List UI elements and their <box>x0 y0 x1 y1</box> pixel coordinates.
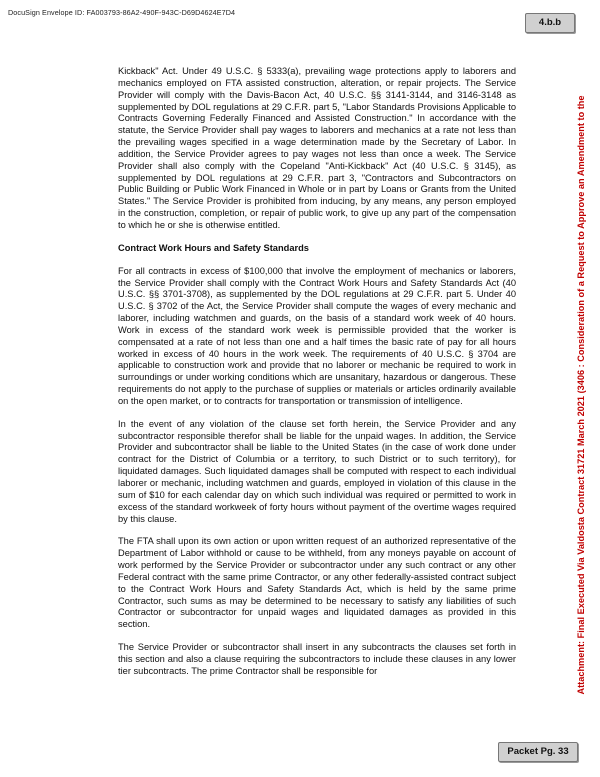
attachment-label: Attachment: Final Executed Via Valdosta Contract 31721 March 2021 (3406 : Consideration of a Request to Approve an Amendment to the <box>576 95 586 695</box>
packet-page-label: Packet Pg. 33 <box>498 742 578 762</box>
document-body <box>118 66 516 689</box>
paragraph-work-hours: For all contracts in excess of $100,000 that involve the employment of mechanics or laborers, the Service Provider shall comply with the Contract Work Hours and Safety Standards Act (40 U.S.C. §§ 3701-3708), as supplemented by the DOL regulations at 29 C.F.R. part 5. Under 40 U.S.C. § 3702 of the Act, the Service Provider shall compute the wages of every mechanic and laborer, including watchmen and guards, on the basis of a standard work week of 40 hours. Work in excess of the standard work week is permissible provided that the worker is compensated at a rate of not less than one and a half times the basic rate of pay for all hours worked in excess of 40 hours in the work week. The requirements of 40 U.S.C. § 3704 are applicable to construction work and provide that no laborer or mechanic be required to work in surroundings or under working conditions which are unsanitary, hazardous or dangerous. These requirements do not apply to the purchase of supplies or materials or articles ordinarily available on the open market, or to contracts for transportation or transmission of intelligence. <box>118 265 516 406</box>
envelope-id: DocuSign Envelope ID: FA003793-86A2-490F-943C-D69D4624E7D4 <box>8 8 236 17</box>
paragraph-subcontracts: The Service Provider or subcontractor shall insert in any subcontracts the clauses set forth in this section and also a clause requiring the subcontractors to include these clauses in any lower tier subcontracts. The prime Contractor shall be responsible for <box>118 642 516 676</box>
attachment-sidebar <box>570 50 592 740</box>
agenda-tag: 4.b.b <box>525 13 575 33</box>
section-heading: Contract Work Hours and Safety Standards <box>118 242 309 253</box>
paragraph-prevailing-wage: Kickback" Act. Under 49 U.S.C. § 5333(a), prevailing wage protections apply to laborers and mechanics employed on FTA assisted construction, alteration, or repair projects. The Service Provider will comply with the Davis-Bacon Act, 40 U.S.C. §§ 3141-3144, and 3146-3148 as supplemented by DOL regulations at 29 C.F.R. part 5, "Labor Standards Provisions Applicable to Contracts Governing Federally Financed and Assisted Construction." In accordance with the statute, the Service Provider shall pay wages to laborers and mechanics at a rate not less than the prevailing wages specified in a wage determination made by the Secretary of Labor. In addition, the Service Provider agrees to pay wages not less than once a week. The Service Provider shall also comply with the Copeland "Anti-Kickback" Act (40 U.S.C. § 3145), as supplemented by DOL regulations at 29 C.F.R. part 3, "Contractors and Subcontractors on Public Building or Public Work Financed in Whole or in part by Loans or Grants from the United States." The Service Provider is prohibited from inducing, by any means, any person employed in the construction, completion, or repair of public work, to give up any part of the compensation to which he or she is otherwise entitled. <box>118 66 516 230</box>
paragraph-withholding: The FTA shall upon its own action or upon written request of an authorized representative of the Department of Labor withhold or cause to be withheld, from any moneys payable on account of work performed by the Service Provider or subcontractor under any such contract or any other Federal contract with the same prime Contractor, or any other federally-assisted contract subject to the Contract Work Hours and Safety Standards Act, which is held by the same prime Contractor, such sums as may be determined to be necessary to satisfy any liabilities of such Contractor or subcontractor for unpaid wages and liquidated damages as provided in this section. <box>118 536 516 630</box>
paragraph-violation: In the event of any violation of the clause set forth herein, the Service Provider and any subcontractor responsible therefor shall be liable for the unpaid wages. In addition, the Service Provider and subcontractor shall be liable to the United States (in the case of work done under contract for the District of Columbia or a territory, to such District or to such territory), for liquidated damages. Such liquidated damages shall be computed with respect to each individual laborer or mechanic, including watchmen and guards, employed in violation of this clause in the sum of $10 for each calendar day on which such individual was required or permitted to work in excess of the standard workweek of forty hours without payment of the overtime wages required by this clause. <box>118 418 516 524</box>
